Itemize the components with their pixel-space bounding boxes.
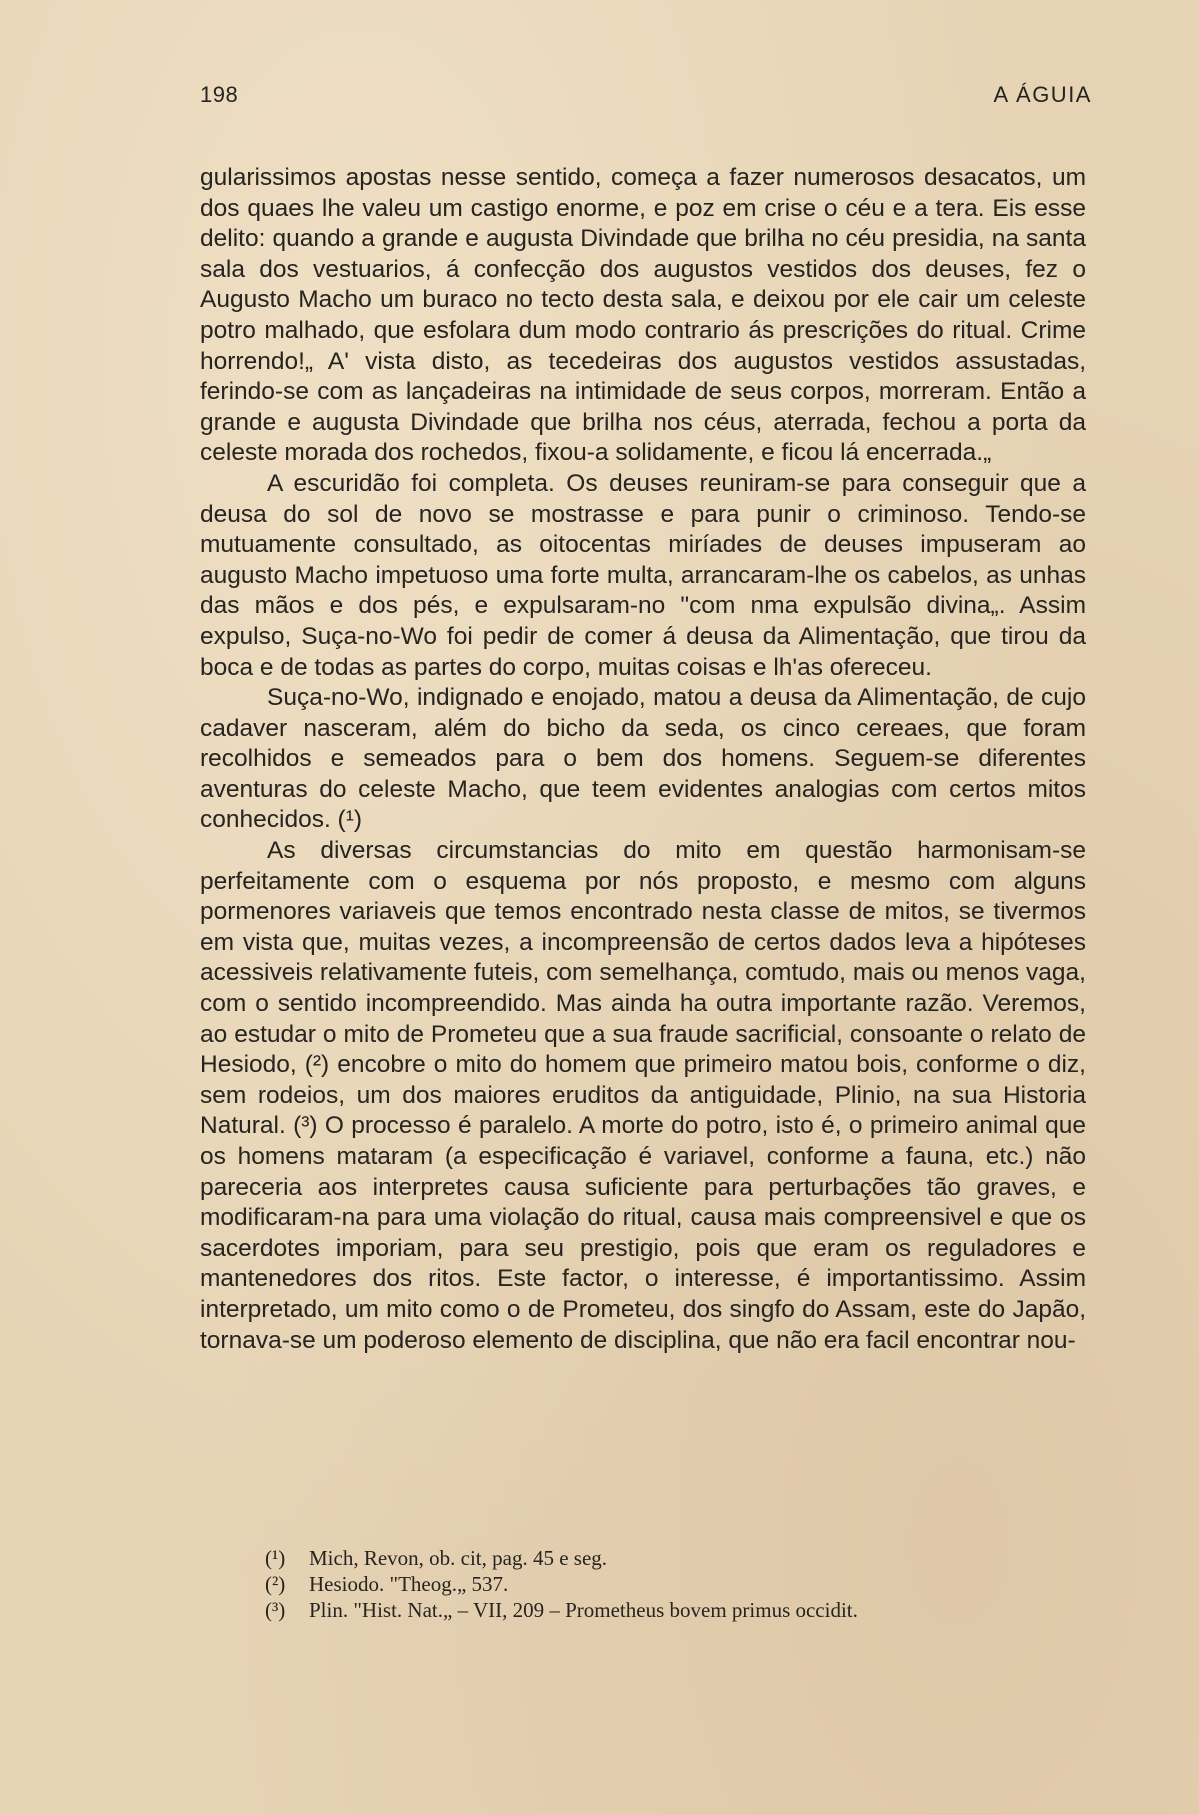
paragraph-suca-no-wo: Suça-no-Wo, indignado e enojado, matou a deusa da Alimentação, de cujo cadaver nasceram, além do bicho da seda, os cinco cereaes, que foram recolhidos e semeados para o bem dos homens. Seguem-se diferentes aventuras do celeste Macho, que teem evidentes analogias com certos mitos conhecidos. (¹)	[200, 684, 1086, 834]
journal-title: A ÁGUIA	[993, 82, 1092, 107]
footnote	[265, 1545, 1085, 1571]
footnote-text: Hesiodo. "Theog.„ 537.	[309, 1572, 509, 1596]
running-head	[200, 82, 1092, 112]
footnote-mark: (³)	[265, 1598, 286, 1622]
footnote-mark: (¹)	[265, 1546, 286, 1570]
footnote	[265, 1597, 1085, 1623]
paragraph-circumstances: As diversas circumstancias do mito em questão harmonisam-se perfeitamente com o esquema por nós proposto, e mesmo com alguns pormenores variaveis que temos encontrado nesta classe de mitos, se tivermos em vista que, muitas vezes, a incompreensão de certos dados leva a hipóteses acessiveis relativamente futeis, com semelhança, comtudo, mais ou menos vaga, com o sentido incompreendido. Mas ainda ha outra importante razão. Veremos, ao estudar o mito de Prometeu que a sua fraude sacrificial, consoante o relato de Hesiodo, (²) encobre o mito do homem que primeiro matou bois, conforme o diz, sem rodeios, um dos maiores eruditos da antiguidade, Plinio, na sua Historia Natural. (³) O processo é paralelo. A morte do potro, isto é, o primeiro animal que os homens mataram (a especificação é variavel, conforme a fauna, etc.) não pareceria aos interpretes causa suficiente para perturbações tão graves, e modificaram-na para uma violação do ritual, causa mais compreensivel e que os sacerdotes imporiam, para seu prestigio, pois que eram os reguladores e mantenedores dos ritos. Este factor, o interesse, é importantissimo. Assim interpretado, um mito como o de Prometeu, dos singfo do Assam, este do Japão, tornava-se um poderoso elemento de disciplina, que não era facil encontrar nou-	[200, 837, 1086, 1354]
page-number: 198	[200, 82, 239, 107]
footnote	[265, 1571, 1085, 1597]
footnote-mark: (²)	[265, 1572, 286, 1596]
footnote-text: Plin. "Hist. Nat.„ – VII, 209 – Prometheus bovem primus occidit.	[309, 1598, 858, 1622]
footnote-text: Mich, Revon, ob. cit, pag. 45 e seg.	[309, 1546, 608, 1570]
footnotes	[265, 1545, 1085, 1623]
paragraph-darkness: A escuridão foi completa. Os deuses reuniram-se para conseguir que a deusa do sol de novo se mostrasse e para punir o criminoso. Tendo-se mutuamente consultado, as oitocentas miríades de deuses impuseram ao augusto Macho impetuoso uma forte multa, arrancaram-lhe os cabelos, as unhas das mãos e dos pés, e expulsaram-no "com nma expulsão divina„. Assim expulso, Suça-no-Wo foi pedir de comer á deusa da Alimentação, que tirou da boca e de todas as partes do corpo, muitas coisas e lh'as ofereceu.	[200, 469, 1086, 681]
body-text	[200, 163, 1086, 1356]
paragraph-continuation: gularissimos apostas nesse sentido, começa a fazer numerosos desacatos, um dos quaes lhe valeu um castigo enorme, e poz em crise o céu e a tera. Eis esse delito: quando a grande e augusta Divindade que brilha no céu presidia, na santa sala dos vestuarios, á confecção dos augustos vestidos dos deuses, fez o Augusto Macho um buraco no tecto desta sala, e deixou por ele cair um celeste potro malhado, que esfolara dum modo contrario ás prescrições do ritual. Crime horrendo!„ A' vista disto, as tecedeiras dos augustos vestidos assustadas, ferindo-se com as lançadeiras na intimidade de seus corpos, morreram. Então a grande e augusta Divindade que brilha nos céus, aterrada, fechou a porta da celeste morada dos rochedos, fixou-a solidamente, e ficou lá encerrada.„	[200, 164, 1086, 467]
